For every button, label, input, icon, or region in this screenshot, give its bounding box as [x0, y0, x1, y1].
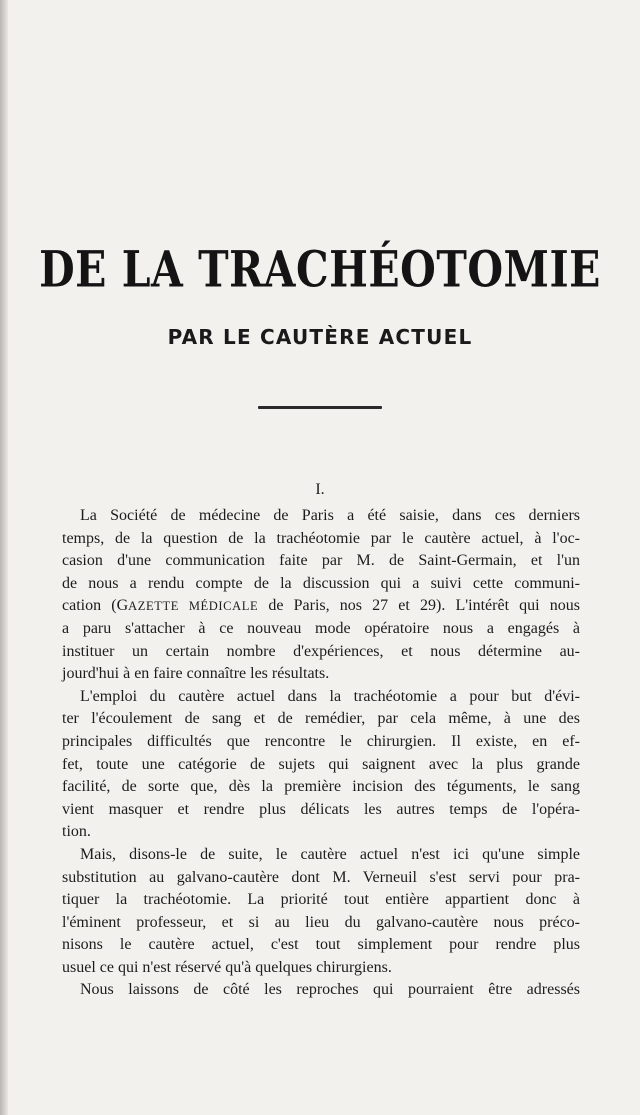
text-line: de nous a rendu compte de la discussion qui a suivi cette communi-: [62, 574, 580, 592]
text-line: tion.: [62, 823, 91, 841]
page-edge-shadow: [0, 0, 8, 1115]
text-line: nisons le cautère actuel, c'est tout simplement pour rendre plus: [62, 936, 580, 954]
text-line: [62, 595, 580, 618]
text-line: Nous laissons de côté les reproches qui pourraient être adressés: [80, 981, 580, 999]
text-line: principales difficultés que rencontre le chirurgien. Il existe, en ef-: [62, 732, 580, 750]
text-line: La Société de médecine de Paris a été saisie, dans ces derniers: [80, 507, 580, 524]
text-segment: de Paris, nos 27 et 29). L'intérêt qui nous: [258, 597, 580, 615]
text-line: fet, toute une catégorie de sujets qui saignent avec la plus grande: [62, 755, 580, 773]
text-line: instituer un certain nombre d'expériences, et nous détermine au-: [62, 642, 580, 660]
page-subtitle: PAR LE CAUTÈRE ACTUEL: [167, 325, 473, 349]
text-line: jourd'hui à en faire connaître les résultats.: [62, 665, 330, 683]
page-title: DE LA TRACHÉOTOMIE: [39, 240, 601, 299]
text-line: ter l'écoulement de sang et de remédier, par cela même, à une des: [62, 710, 580, 728]
text-line: a paru s'attacher à ce nouveau mode opératoire nous a engagés à: [62, 619, 580, 637]
text-line: substitution au galvano-cautère dont M. Verneuil s'est servi pour pra-: [62, 868, 580, 886]
text-segment: cation (: [62, 597, 117, 615]
text-line: casion d'une communication faite par M. de Saint-Germain, et l'un: [62, 552, 580, 570]
body-text: [62, 505, 580, 1002]
section-number: I.: [315, 481, 325, 498]
text-line: usuel ce qui n'est réservé qu'à quelques chirurgiens.: [62, 958, 392, 976]
journal-name-smallcaps: AZETTE MÉDICALE: [128, 599, 259, 614]
text-line: temps, de la question de la trachéotomie par le cautère actuel, à l'oc-: [62, 529, 580, 547]
text-line: Mais, disons-le de suite, le cautère actuel n'est ici qu'une simple: [80, 845, 580, 863]
text-line: facilité, de sorte que, dès la première incision des téguments, le sang: [62, 778, 580, 796]
journal-name-initial: G: [116, 597, 129, 615]
text-line: l'éminent professeur, et si au lieu du galvano-cautère nous préco-: [62, 913, 580, 931]
text-line: L'emploi du cautère actuel dans la trachéotomie a pour but d'évi-: [80, 687, 580, 705]
title-divider: [258, 406, 382, 409]
text-line: vient masquer et rendre plus délicats les autres temps de l'opéra-: [62, 800, 580, 818]
text-line: tiquer la trachéotomie. La priorité tout entière appartient donc à: [62, 891, 580, 909]
